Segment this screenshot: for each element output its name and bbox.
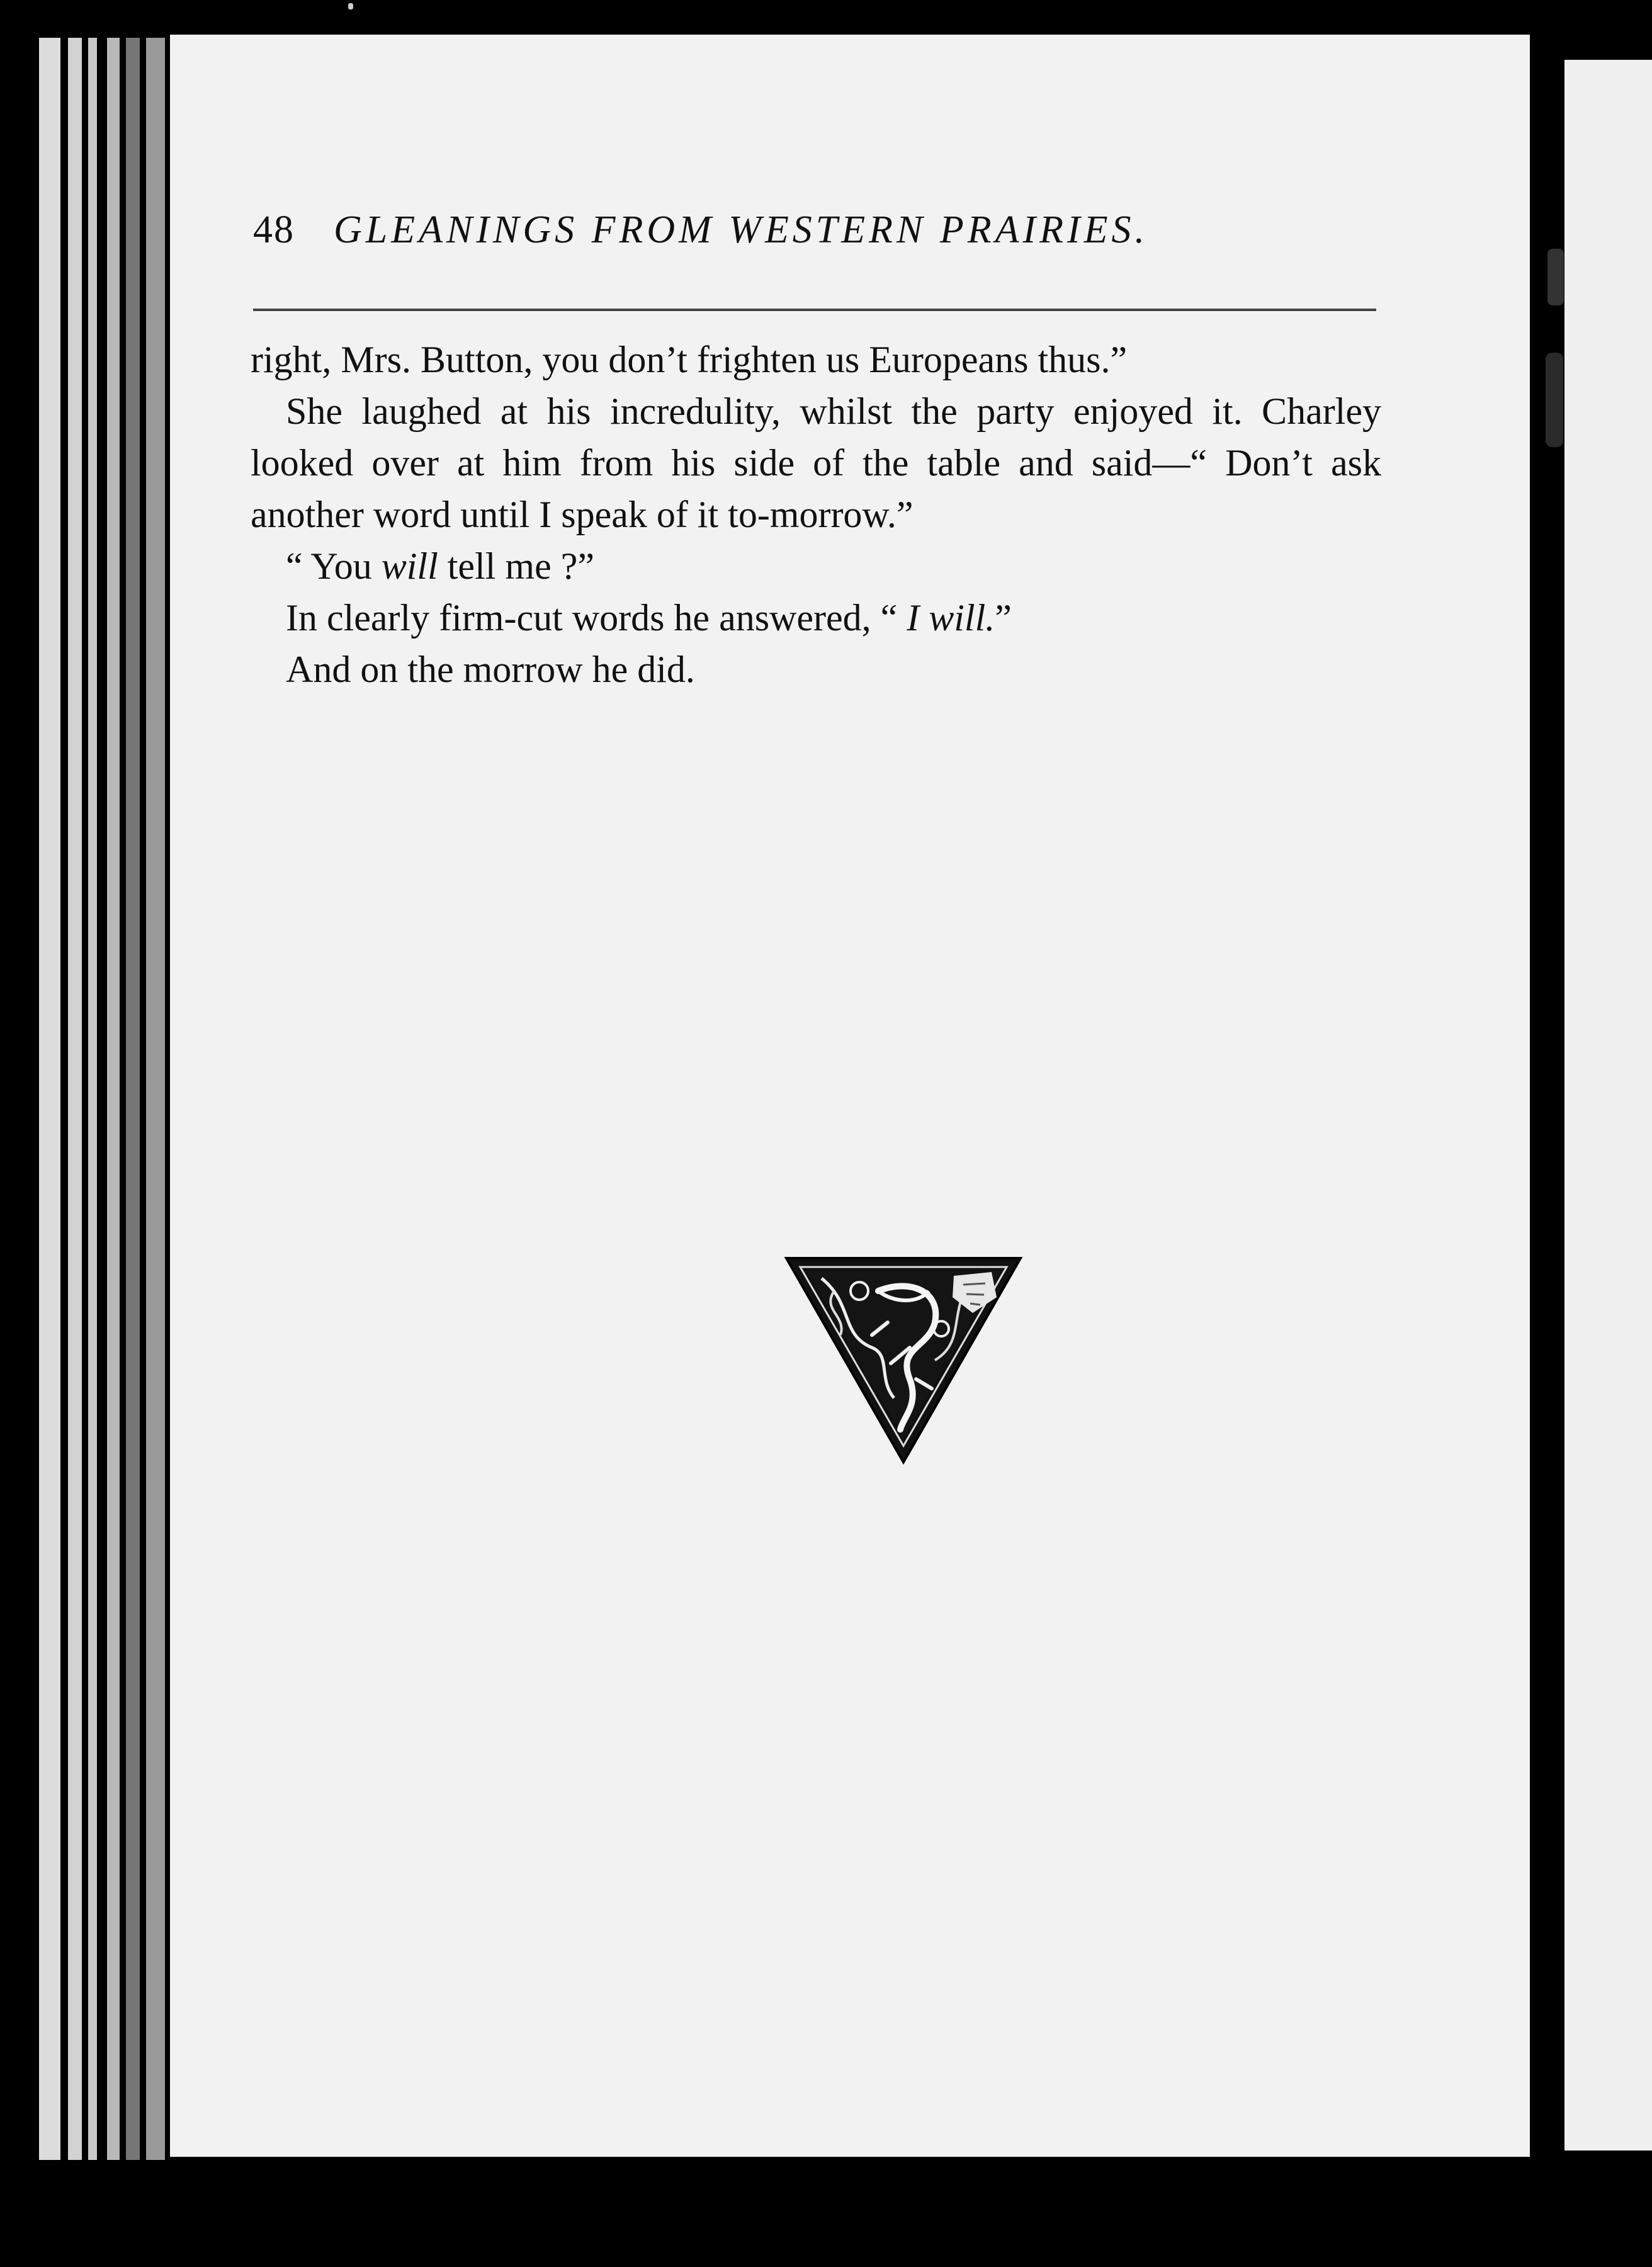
book-edge	[126, 38, 140, 2160]
paragraph: right, Mrs. Button, you don’t frighten us Europeans thus.”	[251, 339, 1128, 380]
page-number: 48	[253, 208, 295, 251]
page-shadow	[1546, 353, 1563, 447]
book-edge	[68, 38, 82, 2160]
book-edge	[107, 38, 120, 2160]
dragon-triangle-tailpiece-icon	[784, 1253, 1023, 1467]
dialogue-text: In clearly firm-cut words he answered, “	[286, 597, 907, 639]
running-head	[253, 208, 1374, 253]
header-rule	[253, 309, 1376, 311]
running-title: GLEANINGS FROM WESTERN PRAIRIES.	[334, 208, 1149, 251]
book-edge	[88, 38, 97, 2160]
page-shadow	[1547, 249, 1564, 305]
book-edge	[39, 38, 60, 2160]
dialogue-line	[251, 540, 1381, 592]
ornament-graphic	[784, 1253, 1023, 1467]
book-edge	[146, 38, 165, 2160]
body-text	[251, 334, 1381, 695]
speck	[348, 3, 353, 9]
dialogue-text: “ You	[286, 545, 382, 587]
closing-line: And on the morrow he did.	[286, 649, 695, 690]
emphasis-text: will	[381, 545, 438, 587]
facing-page-edge	[1564, 60, 1652, 2151]
emphasis-text: I will.	[907, 597, 995, 639]
paragraph: She laughed at his incredulity, whilst the party enjoyed it. Charley looked over at him from his side of the table and said—“ Don’t ask another word until I speak of it to-morrow.”	[251, 390, 1381, 535]
dialogue-line	[251, 592, 1381, 644]
dialogue-text: ”	[995, 597, 1012, 639]
dialogue-text: tell me ?”	[438, 545, 594, 587]
